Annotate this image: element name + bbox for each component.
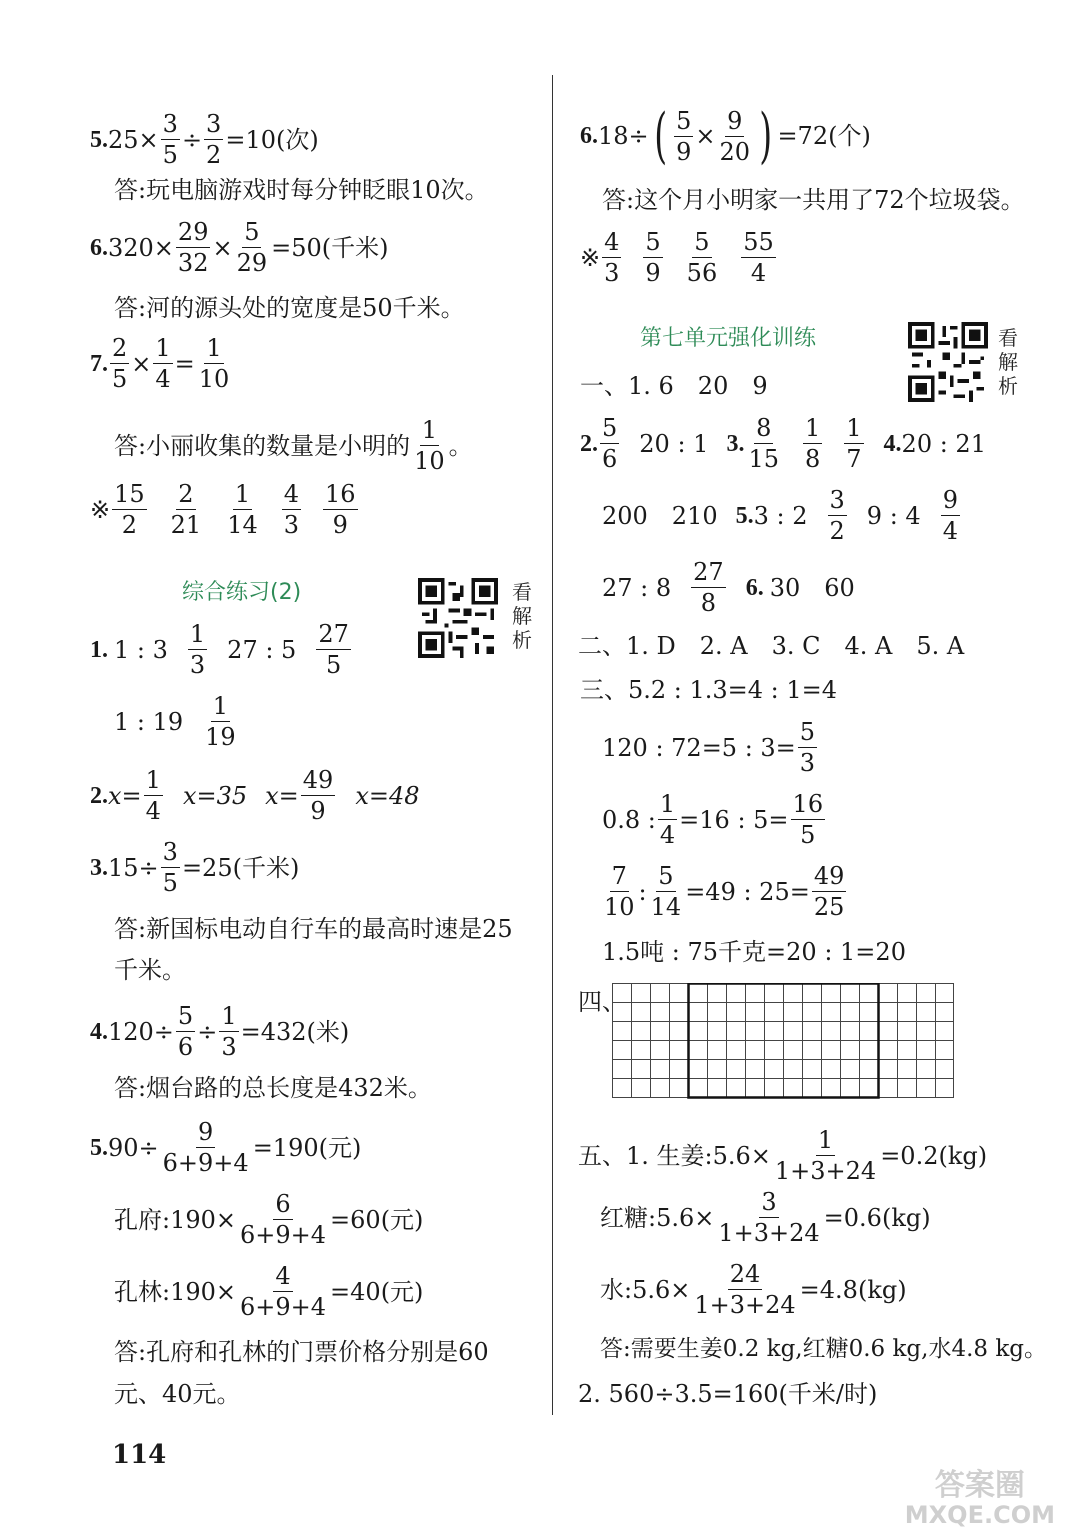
- right-s2b: 200 210 5. 3 : 2 $\frac{3}{2}$ 9 : 4 $\frac{9}{4}$: [602, 486, 958, 545]
- left-c1: 1. 1 : 3 $\frac{1}{3}$ 27 : 5 $\frac{27}{5}$: [90, 620, 349, 679]
- left-q6-answer: 答:河的源头处的宽度是50千米。: [114, 294, 465, 322]
- right-q6: 6. 18÷ ( $\frac{5}{9}$ × $\frac{9}{20}$ ) =72(个): [580, 101, 871, 171]
- right-s1: 一、1. 6 20 9: [580, 372, 768, 400]
- column-divider: [552, 75, 553, 1415]
- right-s4: 三、5.2 : 1.3=4 : 1=4: [580, 676, 838, 704]
- left-c2: 2. x= $\frac{1}{4}$ x=35 x= $\frac{49}{9}$ x=48: [90, 766, 420, 825]
- right-s4c: 0.8 : $\frac{1}{4}$ =16 : 5= $\frac{16}{5}$: [602, 790, 824, 849]
- left-star-fractions: ※ $\frac{15}{2}$ $\frac{2}{21}$ $\frac{1}{14}$ $\frac{4}{3}$ $\frac{16}{9}$: [90, 480, 356, 539]
- right-s4d: $\frac{7}{10}$ : $\frac{5}{14}$ =49 : 25= $\frac{49}{25}$: [604, 862, 845, 921]
- left-qr-label: 看解析: [512, 580, 532, 652]
- right-s4b: 120 : 72=5 : 3= $\frac{5}{3}$: [602, 718, 816, 777]
- left-qr-code[interactable]: [418, 578, 498, 658]
- watermark: 答案圈 MXQE.COM: [904, 1467, 1055, 1529]
- right-s6: 五、1. 生姜:5.6× $\frac{1}{1+3+24}$ =0.2(kg): [578, 1126, 988, 1185]
- right-s6-answer: 答:需要生姜0.2 kg,红糖0.6 kg,水4.8 kg。: [600, 1336, 1048, 1362]
- left-q5-answer: 答:玩电脑游戏时每分钟眨眼10次。: [114, 176, 489, 204]
- right-s6b: 红糖:5.6× $\frac{3}{1+3+24}$ =0.6(kg): [600, 1188, 931, 1247]
- left-c3-answer1: 答:新国标电动自行车的最高时速是25: [114, 915, 513, 943]
- page-number: 114: [112, 1440, 167, 1470]
- left-q7: 7. $\frac{2}{5}$ × $\frac{1}{4}$ = $\frac{1}{10}$: [90, 334, 230, 393]
- right-s4e: 1.5吨 : 75千克=20 : 1=20: [602, 938, 906, 966]
- right-q6-answer: 答:这个月小明家一共用了72个垃圾袋。: [602, 186, 1025, 214]
- left-q6: 6. 320× $\frac{29}{32}$ × $\frac{5}{29}$ =50(千米): [90, 218, 389, 277]
- left-c5-answer2: 元、40元。: [114, 1380, 241, 1408]
- right-s2c: 27 : 8 $\frac{27}{8}$ 6. 30 60: [602, 558, 855, 617]
- left-c3-answer2: 千米。: [114, 956, 186, 984]
- left-c5-kongfu: 孔府:190× $\frac{6}{6+9+4}$ =60(元): [114, 1190, 424, 1249]
- left-c1-b: 1 : 19 $\frac{1}{19}$: [114, 692, 236, 751]
- right-s3: 二、1. D 2. A 3. C 4. A 5. A: [578, 632, 965, 660]
- left-q7-answer: 答:小丽收集的数量是小明的 $\frac{1}{10}$ 。: [114, 416, 473, 475]
- right-s5-label: 四、: [578, 988, 626, 1016]
- right-s6c: 水:5.6× $\frac{24}{1+3+24}$ =4.8(kg): [600, 1260, 907, 1319]
- right-star-fractions: ※ $\frac{4}{3}$ $\frac{5}{9}$ $\frac{5}{56}$ $\frac{55}{4}$: [580, 228, 774, 287]
- left-c5: 5. 90÷ $\frac{9}{6+9+4}$ =190(元): [90, 1118, 362, 1177]
- left-c5-answer1: 答:孔府和孔林的门票价格分别是60: [114, 1338, 489, 1366]
- right-s7: 2. 560÷3.5=160(千米/时): [578, 1380, 878, 1408]
- scale-drawing-grid: [612, 983, 956, 1099]
- left-c3: 3. 15÷ $\frac{3}{5}$ =25(千米): [90, 838, 300, 897]
- left-c4: 4. 120÷ $\frac{5}{6}$ ÷ $\frac{1}{3}$ =432(米): [90, 1002, 350, 1061]
- left-c4-answer: 答:烟台路的总长度是432米。: [114, 1074, 432, 1102]
- right-qr-code[interactable]: [908, 322, 988, 402]
- right-s2: 2. $\frac{5}{6}$ 20 : 1 3. $\frac{8}{15}$ $\frac{1}{8}$ $\frac{1}{7}$ 4. 20 : 21: [580, 414, 986, 473]
- left-section-title: 综合练习(2): [182, 580, 302, 605]
- right-section-title: 第七单元强化训练: [640, 326, 817, 351]
- left-q5: 5. 25× $\frac{3}{5}$ ÷ $\frac{3}{2}$ =10(次): [90, 110, 319, 169]
- right-qr-label: 看解析: [998, 326, 1018, 398]
- left-c5-konglin: 孔林:190× $\frac{4}{6+9+4}$ =40(元): [114, 1262, 424, 1321]
